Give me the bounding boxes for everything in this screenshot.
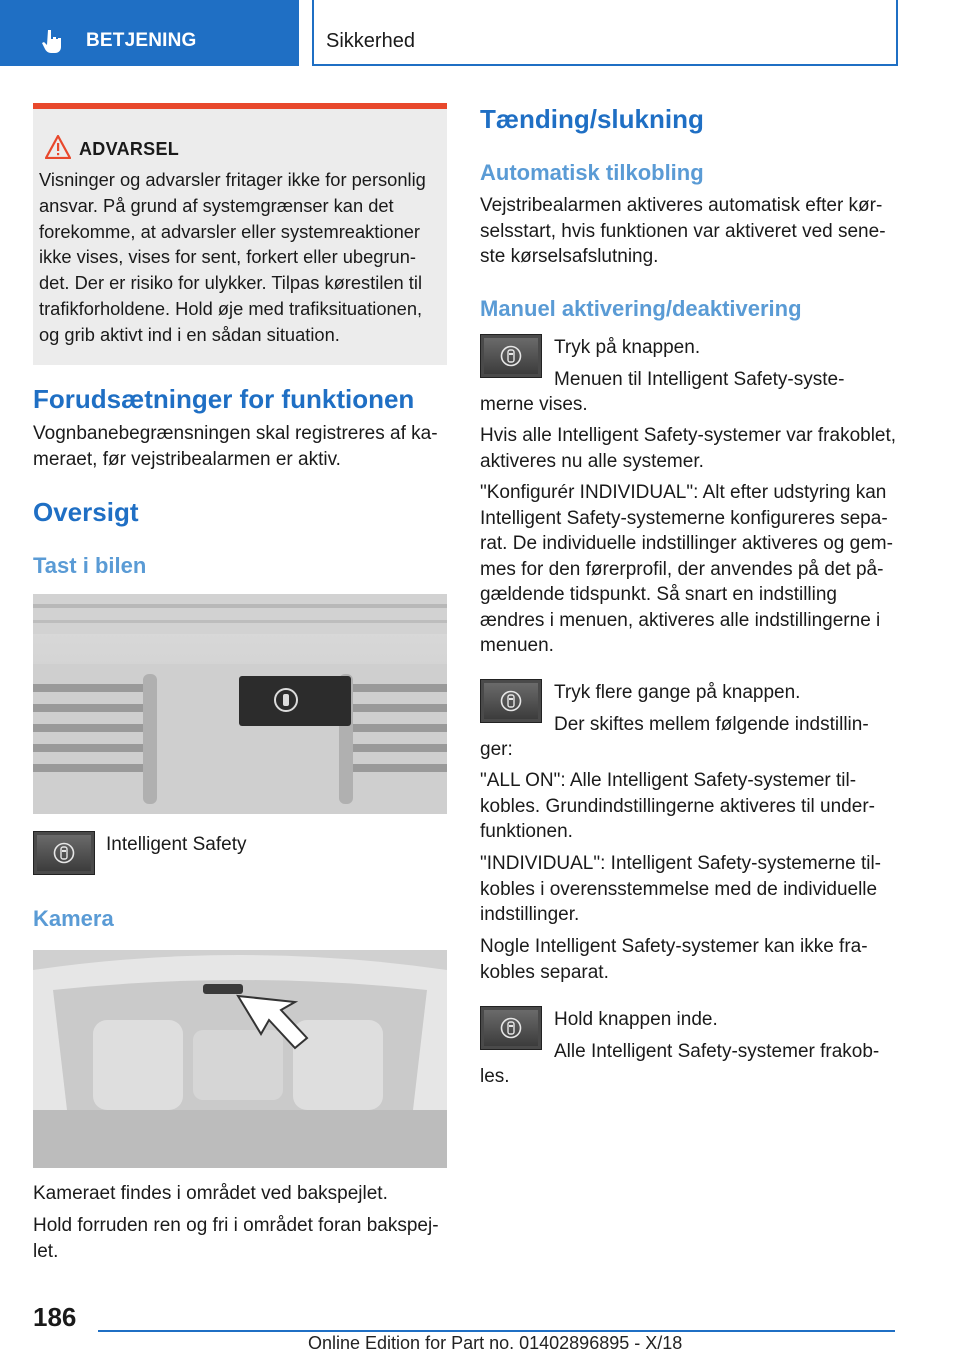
intelligent-safety-icon xyxy=(500,689,522,713)
chapter-label: Sikkerhed xyxy=(326,30,415,52)
button-image-1 xyxy=(480,334,542,378)
step2-c: ger: xyxy=(480,739,513,760)
heading-prerequisites: Forudsætninger for funktionen xyxy=(33,384,415,414)
button-image-3 xyxy=(480,1006,542,1050)
intelligent-safety-icon xyxy=(500,1016,522,1040)
camera-text-2: Hold forruden ren og fri i området foran bakspej- let. xyxy=(33,1215,439,1262)
step1-c: merne vises. xyxy=(480,394,588,415)
step3-c: les. xyxy=(480,1066,510,1087)
step2-a: Tryk flere gange på knappen. xyxy=(554,682,801,703)
paragraph-2: "Konfigurér INDIVIDUAL": Alt efter udstyring kan Intelligent Safety-systemerne konfigureres sepa- rat. De individuelle indstillinger aktiveres og gem- mes for den førerprofil, der anvendes på det på- gældende tidspunkt. Så snart en indstilling ændres i menuen, aktiveres alle indstillingerne i menuen. xyxy=(480,482,893,656)
button-image-2 xyxy=(480,679,542,723)
paragraph-all-on: "ALL ON": Alle Intelligent Safety-systemer til- kobles. Grundindstillingerne aktiveres til under- funktionen. xyxy=(480,770,875,842)
button-caption: Intelligent Safety xyxy=(106,834,247,855)
step1-b: Menuen til Intelligent Safety-syste- xyxy=(554,369,845,390)
step3-b: Alle Intelligent Safety-systemer frakob- xyxy=(554,1041,880,1062)
heading-on-off: Tænding/slukning xyxy=(480,104,704,134)
warning-title: ADVARSEL xyxy=(79,139,180,159)
heading-camera: Kamera xyxy=(33,906,114,931)
camera-location-photo xyxy=(33,950,447,1168)
paragraph-separate: Nogle Intelligent Safety-systemer kan ikke fra- kobles separat. xyxy=(480,936,868,983)
step1-a: Tryk på knappen. xyxy=(554,337,701,358)
intelligent-safety-icon xyxy=(500,344,522,368)
warning-triangle-icon xyxy=(45,135,71,159)
warning-text: Visninger og advarsler fritager ikke for personlig ansvar. På grund af systemgrænser kan det forekomme, at advarsler eller systemreaktioner ikke vises, vises for sent, forkert eller ubegrun- det. Der er risiko for ulykker. Tilpas kørestilen til trafikforholdene. Hold øje med trafiksituationen, og grib aktivt ind i en sådan situation. xyxy=(39,169,426,345)
prerequisites-text: Vognbanebegrænsningen skal registreres af ka- meraet, før vejstribealarmen er aktiv. xyxy=(33,423,438,470)
camera-text-1: Kameraet findes i området ved bakspejlet. xyxy=(33,1183,388,1204)
heading-button-in-car: Tast i bilen xyxy=(33,553,147,578)
edition-text: Online Edition for Part no. 01402896895 - X/18 xyxy=(308,1333,683,1353)
chapter-header xyxy=(312,0,898,66)
section-tab[interactable] xyxy=(0,0,299,66)
page-number: 186 xyxy=(33,1302,77,1332)
footer-rule xyxy=(98,1330,895,1332)
intelligent-safety-button-image xyxy=(33,831,95,875)
intelligent-safety-icon xyxy=(53,841,75,865)
automatic-text: Vejstribealarmen aktiveres automatisk efter kør- selsstart, hvis funktionen var aktiveret ved sene- ste kørselsafslutning. xyxy=(480,195,886,267)
paragraph-1: Hvis alle Intelligent Safety-systemer var frakoblet, aktiveres nu alle systemer. xyxy=(480,425,897,472)
heading-manual: Manuel aktivering/deaktivering xyxy=(480,296,802,321)
step3-a: Hold knappen inde. xyxy=(554,1009,718,1030)
paragraph-individual: "INDIVIDUAL": Intelligent Safety-systemerne til- kobles i overensstemmelse med de individuelle indstillinger. xyxy=(480,853,882,925)
section-label: BETJENING xyxy=(86,30,197,51)
heading-overview: Oversigt xyxy=(33,497,139,527)
heading-automatic: Automatisk tilkobling xyxy=(480,160,704,185)
hand-pointer-icon xyxy=(40,28,64,54)
dashboard-photo xyxy=(33,594,447,814)
warning-box xyxy=(33,103,447,365)
step2-b: Der skiftes mellem følgende indstillin- xyxy=(554,714,869,735)
